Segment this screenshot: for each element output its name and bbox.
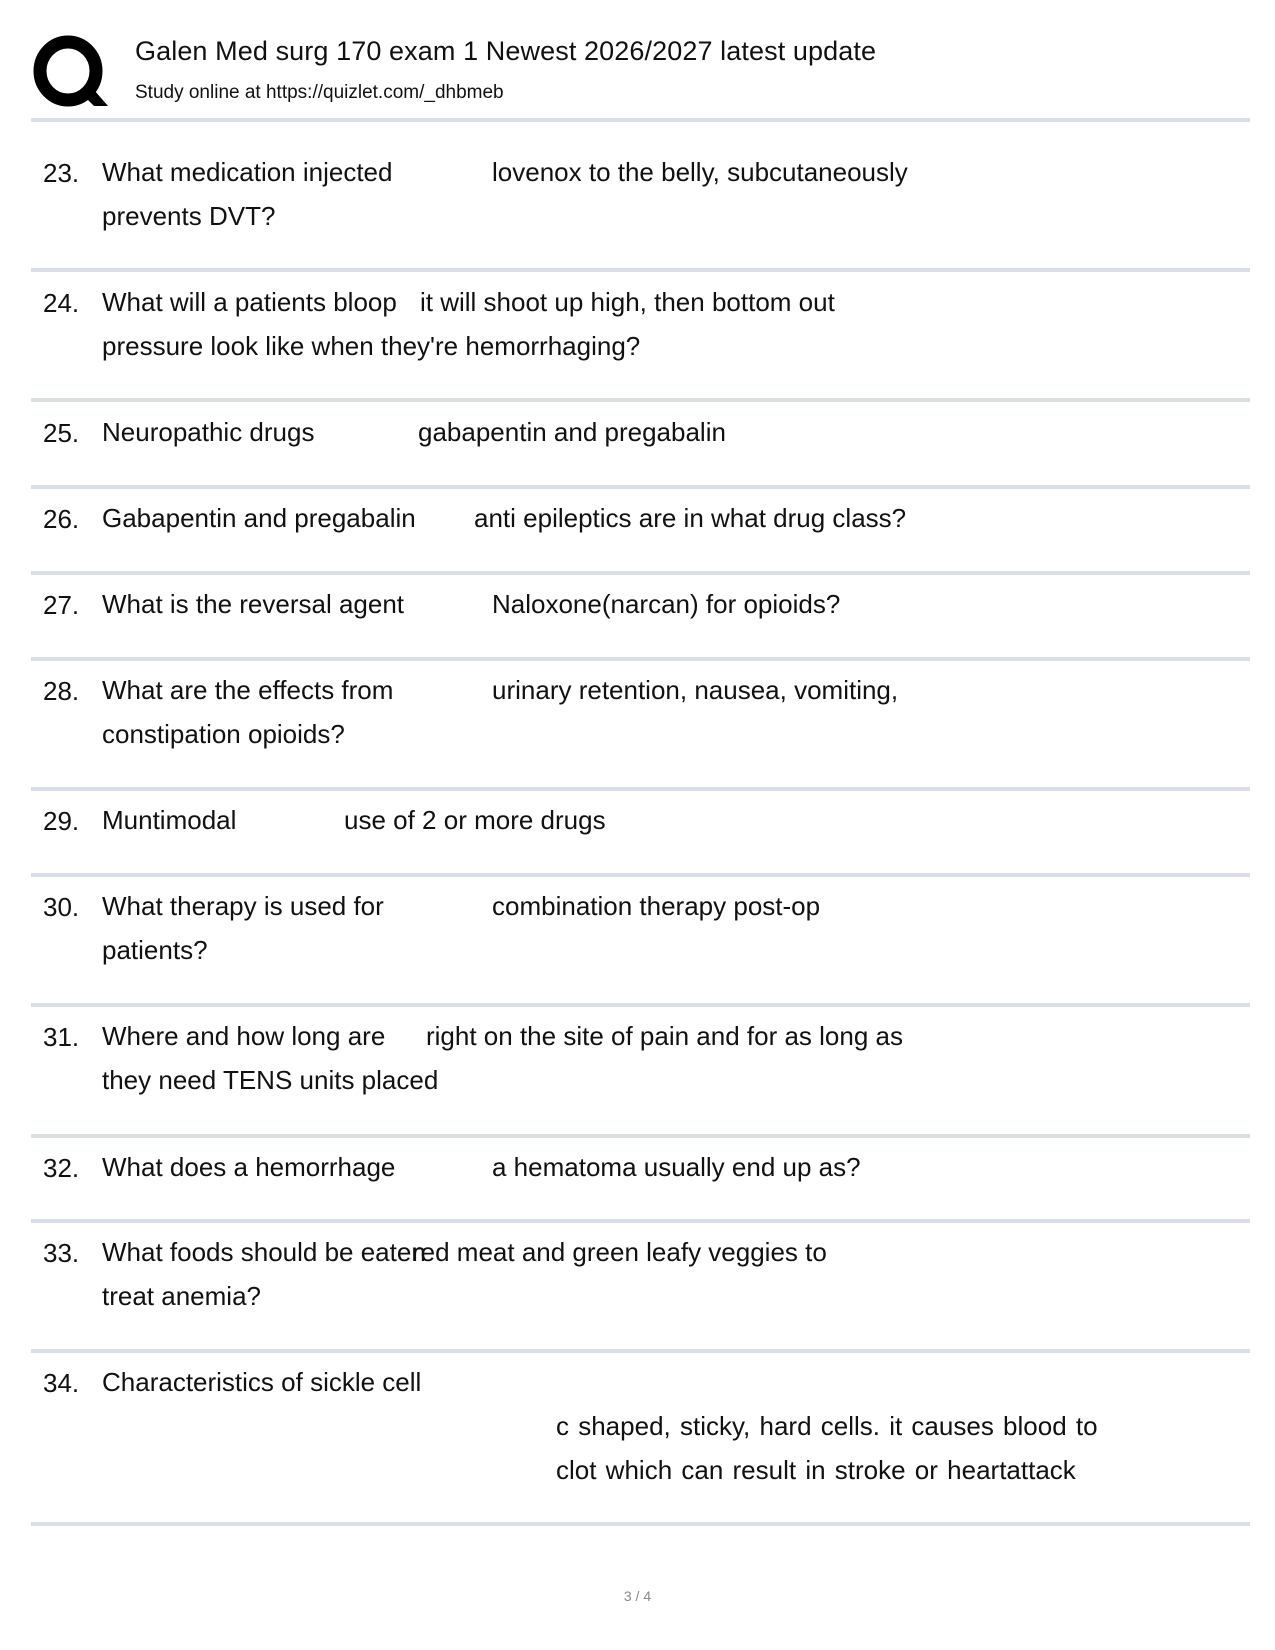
card-term: Neuropathic drugs [102,417,315,447]
card-definition: a hematoma usually end up as? [492,1152,861,1182]
card-definition: use of 2 or more drugs [344,805,606,835]
card-term: What foods should be eaten treat anemia? [102,1237,426,1311]
card-definition: urinary retention, nausea, vomiting, [492,675,899,705]
card-divider [31,657,1250,661]
card-number: 32. [43,1153,80,1183]
card-divider [31,268,1250,272]
card-number: 31. [43,1022,80,1052]
card-term: What are the effects from constipation opioids? [102,675,394,749]
page-indicator: 3 / 4 [623,1588,652,1604]
document-title: Galen Med surg 170 exam 1 Newest 2026/2027 latest update [135,36,877,66]
card-number: 23. [43,158,80,188]
card-number: 28. [43,676,80,706]
card-definition: it will shoot up high, then bottom out [420,287,835,317]
card-definition: anti epileptics are in what drug class? [474,503,907,533]
card-term: What therapy is used for patients? [102,891,384,965]
card-number: 34. [43,1368,80,1398]
card-definition: c shaped, sticky, hard cells. it causes blood to clot which can result in stroke or heartattack [556,1411,1098,1485]
card-divider [31,873,1250,877]
card-divider [31,571,1250,575]
card-number: 24. [43,288,80,318]
card-definition: right on the site of pain and for as long as [426,1021,903,1051]
card-term: Where and how long are they need TENS units placed [102,1021,439,1095]
card-term: What medication injected prevents DVT? [102,157,393,231]
card-divider [31,787,1250,791]
card-definition: red meat and green leafy veggies to [412,1237,827,1267]
header-divider [31,118,1250,122]
card-divider [31,1219,1250,1223]
card-definition: lovenox to the belly, subcutaneously [492,157,908,187]
card-term: What will a patients bloop pressure look like when they're hemorrhaging? [102,287,641,361]
card-definition: Naloxone(narcan) for opioids? [492,589,841,619]
card-term: Gabapentin and pregabalin [102,503,416,533]
card-definition: combination therapy post-op [492,891,821,921]
card-divider [31,1522,1250,1526]
card-divider [31,1349,1250,1353]
document-header [0,0,1275,125]
card-divider [31,485,1250,489]
card-number: 33. [43,1238,80,1268]
card-number: 30. [43,892,80,922]
card-number: 27. [43,590,80,620]
card-term: What does a hemorrhage [102,1152,396,1182]
card-number: 29. [43,806,80,836]
quizlet-q-logo-icon [32,34,110,112]
card-divider [31,1134,1250,1138]
card-term: What is the reversal agent [102,589,405,619]
card-term: Characteristics of sickle cell [102,1367,422,1397]
card-term: Muntimodal [102,805,237,835]
card-divider [31,1003,1250,1007]
card-divider [31,398,1250,402]
study-online-link[interactable]: Study online at https://quizlet.com/_dhbmeb [135,82,504,103]
card-number: 26. [43,504,80,534]
card-number: 25. [43,418,80,448]
card-definition: gabapentin and pregabalin [418,417,726,447]
